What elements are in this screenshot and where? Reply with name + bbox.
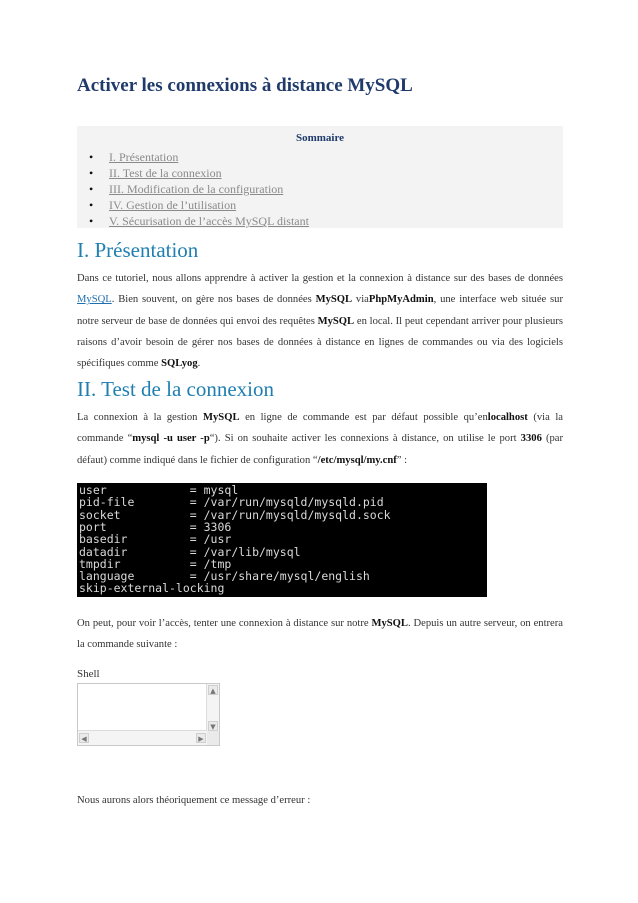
toc-link-modification-config[interactable]: III. Modification de la configuration xyxy=(109,182,284,196)
text: en local. Il peut cependant arriver pour plusieurs raisons d’avoir besoin de gérer nos bases de données à distance en lignes de commandes ou via des logiciels spécifiques comme xyxy=(77,315,563,370)
scroll-up-icon[interactable]: ▲ xyxy=(208,685,218,695)
paragraph-erreur: Nous aurons alors théoriquement ce message d’erreur : xyxy=(77,795,311,806)
code-language-label: Shell xyxy=(77,668,100,680)
bullet-icon: • xyxy=(89,198,94,212)
toc-list xyxy=(77,149,563,229)
text: On peut, pour voir l’accès, tenter une connexion à distance sur notre xyxy=(77,618,372,629)
toc-item xyxy=(77,181,563,197)
bold-text: MySQL xyxy=(315,294,353,306)
bullet-icon: • xyxy=(89,182,94,196)
bold-text: mysql -u user -p xyxy=(132,433,210,445)
terminal-line: pid-file = /var/run/mysqld/mysqld.pid xyxy=(79,495,384,510)
paragraph-presentation xyxy=(77,268,563,374)
terminal-screenshot xyxy=(77,483,487,597)
bold-text: localhost xyxy=(487,412,528,423)
terminal-line: socket = /var/run/mysqld/mysqld.sock xyxy=(79,507,391,522)
toc-link-test-connexion[interactable]: II. Test de la connexion xyxy=(109,166,222,180)
text: (via la commande “ xyxy=(77,412,563,445)
bold-text: 3306 xyxy=(520,433,542,445)
text: La connexion à la gestion xyxy=(77,412,204,423)
terminal-line: datadir = /var/lib/mysql xyxy=(79,544,301,559)
bullet-icon: • xyxy=(89,150,94,164)
text: , une interface web située sur notre serveur de base de données qui envoi des requêtes xyxy=(77,294,564,327)
horizontal-scrollbar[interactable] xyxy=(78,730,207,745)
toc-item xyxy=(77,197,563,213)
toc-item xyxy=(77,149,563,165)
section-heading-test-connexion: II. Test de la connexion xyxy=(77,377,274,401)
bold-text: PhpMyAdmin xyxy=(368,294,434,306)
toc-item xyxy=(77,213,563,229)
section-heading-presentation: I. Présentation xyxy=(77,238,199,262)
bold-text: SQLyog xyxy=(161,358,198,370)
bold-text: MySQL xyxy=(203,412,240,423)
vertical-scrollbar[interactable] xyxy=(206,684,219,732)
bold-text: MySQL xyxy=(317,315,355,327)
bold-text: /etc/mysql/my.cnf xyxy=(317,454,397,466)
toc-link-securisation[interactable]: V. Sécurisation de l’accès MySQL distant xyxy=(109,214,309,228)
text: . xyxy=(197,358,201,370)
terminal-line: port = 3306 xyxy=(79,519,232,534)
text: via xyxy=(352,294,369,306)
paragraph-test-connexion xyxy=(77,407,563,471)
paragraph-test-distance xyxy=(77,613,563,656)
page-title: Activer les connexions à distance MySQL xyxy=(77,75,413,96)
bold-text: MySQL xyxy=(371,618,408,629)
table-of-contents xyxy=(77,126,563,228)
terminal-line: user = mysql xyxy=(79,483,239,497)
text: en ligne de commande est par défaut possible qu’en xyxy=(239,412,488,423)
toc-link-presentation[interactable]: I. Présentation xyxy=(109,150,179,164)
scroll-left-icon[interactable]: ◀ xyxy=(79,733,89,743)
toc-link-gestion-utilisation[interactable]: IV. Gestion de l’utilisation xyxy=(109,198,237,212)
text: . Bien souvent, on gère nos bases de données xyxy=(111,294,316,306)
bullet-icon: • xyxy=(89,166,94,180)
terminal-line: language = /usr/share/mysql/english xyxy=(79,569,370,584)
bullet-icon: • xyxy=(89,214,94,228)
terminal-line: skip-external-locking xyxy=(79,581,225,596)
shell-code-box[interactable] xyxy=(77,683,220,746)
text: ” : xyxy=(396,454,408,466)
toc-heading: Sommaire xyxy=(295,132,345,144)
toc-item xyxy=(77,165,563,181)
mysql-link[interactable]: MySQL xyxy=(77,294,112,306)
text: . Depuis un autre serveur, on entrera la commande suivante : xyxy=(77,618,563,651)
scroll-down-icon[interactable]: ▼ xyxy=(208,721,218,731)
scrollbar-corner xyxy=(207,731,219,745)
terminal-line: basedir = /usr xyxy=(79,532,232,547)
text: “). Si on souhaite activer les connexions à distance, on utilise le port xyxy=(209,433,521,445)
terminal-line: tmpdir = /tmp xyxy=(79,556,232,571)
text: Dans ce tutoriel, nous allons apprendre à activer la gestion et la connexion à distance sur des bases de données xyxy=(77,273,563,284)
text: (par défaut) comme indiqué dans le fichier de configuration “ xyxy=(77,433,564,466)
scroll-right-icon[interactable]: ▶ xyxy=(196,733,206,743)
